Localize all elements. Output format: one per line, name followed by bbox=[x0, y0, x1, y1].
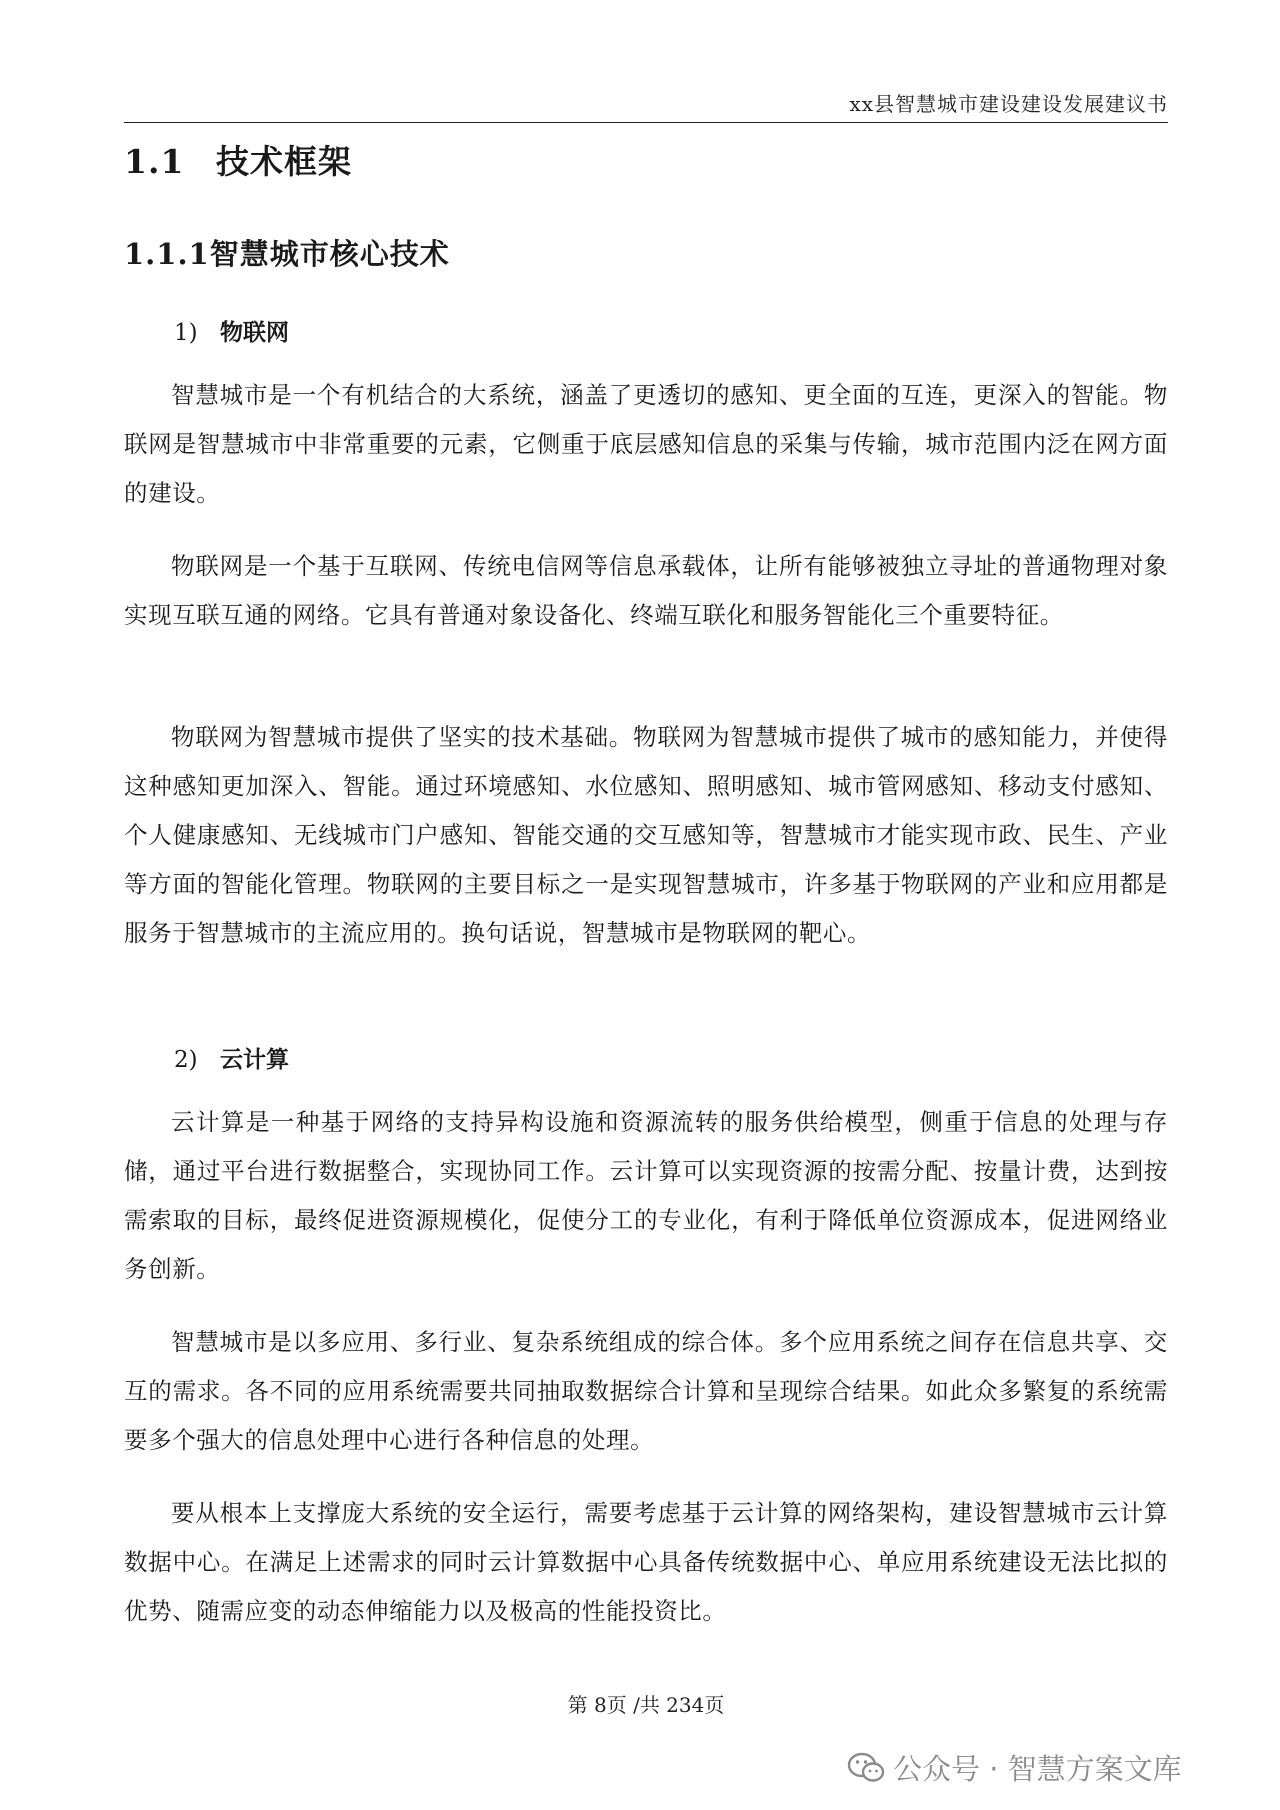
running-header: xx县智慧城市建设建设发展建议书 bbox=[849, 92, 1168, 116]
section-number: 1.1 bbox=[124, 142, 185, 181]
item-heading bbox=[174, 1041, 289, 1074]
body-paragraph: 云计算是一种基于网络的支持异构设施和资源流转的服务供给模型，侧重于信息的处理与存储，通过平台进行数据整合，实现协同工作。云计算可以实现资源的按需分配、按量计费，达到按需索取的目标，最终促进资源规模化，促使分工的专业化，有利于降低单位资源成本，促进网络业务创新。 bbox=[124, 1108, 1168, 1283]
header-divider bbox=[124, 122, 1168, 123]
item-heading bbox=[174, 314, 289, 347]
section-heading bbox=[124, 136, 352, 183]
section-title: 技术框架 bbox=[216, 142, 352, 181]
item-number: 1) bbox=[174, 320, 198, 346]
item-number: 2) bbox=[174, 1047, 198, 1073]
page-number-footer: 第 8页 /共 234页 bbox=[567, 1693, 725, 1717]
body-paragraph: 智慧城市是以多应用、多行业、复杂系统组成的综合体。多个应用系统之间存在信息共享、交互的需求。各不同的应用系统需要共同抽取数据综合计算和呈现综合结果。如此众多繁复的系统需要多个强大的信息处理中心进行各种信息的处理。 bbox=[124, 1328, 1168, 1454]
item-title: 云计算 bbox=[220, 1046, 289, 1073]
body-paragraph: 物联网是一个基于互联网、传统电信网等信息承载体，让所有能够被独立寻址的普通物理对象实现互联互通的网络。它具有普通对象设备化、终端互联化和服务智能化三个重要特征。 bbox=[124, 552, 1168, 629]
body-paragraph: 要从根本上支撑庞大系统的安全运行，需要考虑基于云计算的网络架构，建设智慧城市云计算数据中心。在满足上述需求的同时云计算数据中心具备传统数据中心、单应用系统建设无法比拟的优势、随需应变的动态伸缩能力以及极高的性能投资比。 bbox=[124, 1499, 1168, 1625]
wechat-icon bbox=[847, 1751, 885, 1785]
item-title: 物联网 bbox=[220, 319, 289, 346]
document-page bbox=[124, 0, 1168, 1810]
body-paragraph: 智慧城市是一个有机结合的大系统，涵盖了更透切的感知、更全面的互连，更深入的智能。物联网是智慧城市中非常重要的元素，它侧重于底层感知信息的采集与传输，城市范围内泛在网方面的建设。 bbox=[124, 381, 1168, 507]
subsection-heading: 1.1.1智慧城市核心技术 bbox=[124, 237, 450, 271]
body-paragraph: 物联网为智慧城市提供了坚实的技术基础。物联网为智慧城市提供了城市的感知能力，并使得这种感知更加深入、智能。通过环境感知、水位感知、照明感知、城市管网感知、移动支付感知、个人健康感知、无线城市门户感知、智能交通的交互感知等，智慧城市才能实现市政、民生、产业等方面的智能化管理。物联网的主要目标之一是实现智慧城市，许多基于物联网的产业和应用都是服务于智慧城市的主流应用的。换句话说，智慧城市是物联网的靶心。 bbox=[124, 723, 1168, 947]
watermark-text: 公众号 · 智慧方案文库 bbox=[893, 1752, 1182, 1786]
watermark bbox=[847, 1747, 1182, 1788]
